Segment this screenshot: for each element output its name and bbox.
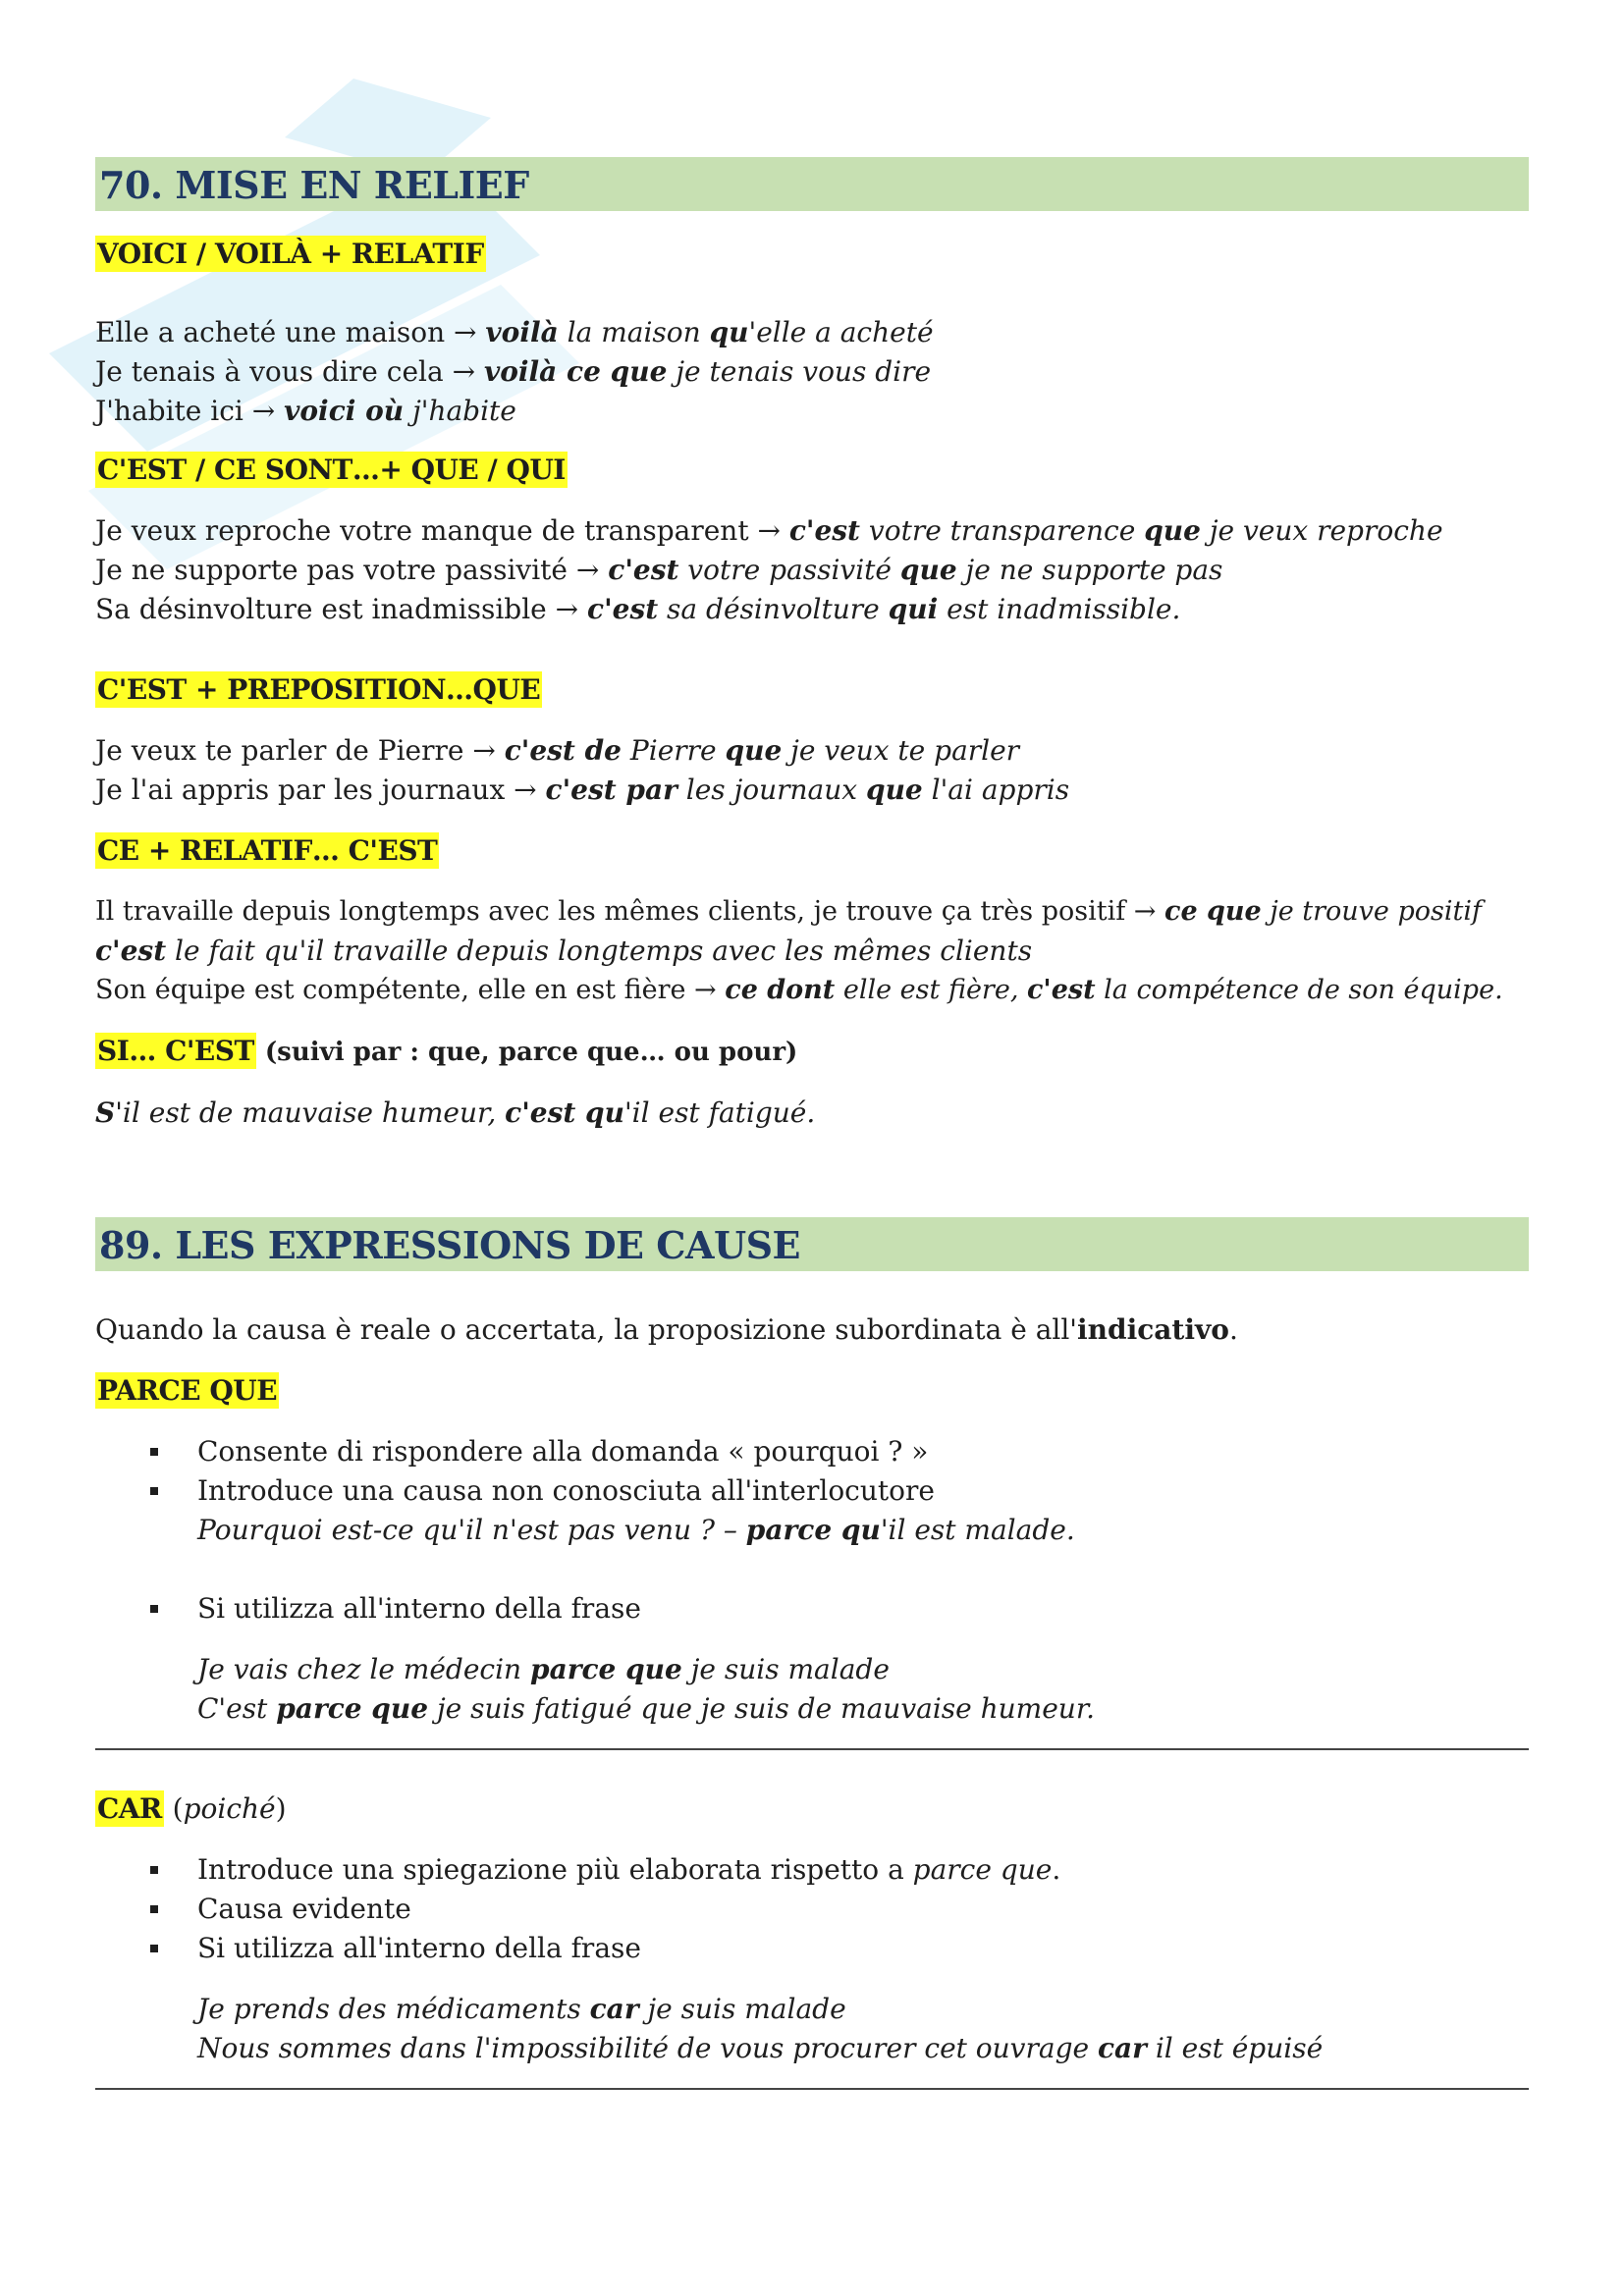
example-line: J'habite ici → voici où j'habite	[95, 395, 516, 427]
list-item: Causa evidente	[95, 1890, 1529, 1929]
list-item: Introduce una spiegazione più elaborata rispetto a parce que.	[95, 1850, 1529, 1890]
subheading-cest-preposition: C'EST + PREPOSITION…QUE	[97, 673, 541, 706]
bullet-list	[95, 1589, 1529, 1629]
example-line: Il travaille depuis longtemps avec les mêmes clients, je trouve ça très positif → ce que je trouve positif	[95, 896, 1482, 927]
example-line: Je veux reproche votre manque de transparent → c'est votre transparence que je veux reproche	[95, 514, 1443, 547]
list-item: Si utilizza all'interno della frase	[95, 1929, 1529, 1968]
example-line: C'est parce que je suis fatigué que je suis de mauvaise humeur.	[197, 1692, 1096, 1725]
subheading-voici-voila: VOICI / VOILÀ + RELATIF	[97, 238, 484, 270]
divider	[95, 2088, 1529, 2090]
list-item: Si utilizza all'interno della frase	[95, 1589, 1529, 1629]
example-line: Je tenais à vous dire cela → voilà ce que je tenais vous dire	[95, 355, 932, 388]
section-title-mise-en-relief: 70. MISE EN RELIEF	[95, 157, 1529, 211]
example-line: Je vais chez le médecin parce que je suis malade	[197, 1653, 890, 1685]
bullet-list	[95, 1432, 1529, 1511]
example-line: Je veux te parler de Pierre → c'est de Pierre que je veux te parler	[95, 734, 1020, 767]
example-line: Je l'ai appris par les journaux → c'est par les journaux que l'ai appris	[95, 774, 1070, 806]
example-line: c'est le fait qu'il travaille depuis longtemps avec les mêmes clients	[95, 934, 1033, 967]
example-line: Je prends des médicaments car je suis malade	[197, 1993, 846, 2025]
intro-text: Quando la causa è reale o accertata, la proposizione subordinata è all'indicativo.	[95, 1313, 1238, 1346]
example-line: Pourquoi est-ce qu'il n'est pas venu ? – parce qu'il est malade.	[197, 1514, 1075, 1546]
subheading-ce-relatif: CE + RELATIF… C'EST	[97, 834, 438, 867]
example-line: Je ne supporte pas votre passivité → c'est votre passivité que je ne supporte pas	[95, 554, 1223, 586]
example-line: Elle a acheté une maison → voilà la maison qu'elle a acheté	[95, 316, 934, 348]
example-line: Sa désinvolture est inadmissible → c'est sa désinvolture qui est inadmissible.	[95, 593, 1181, 625]
bullet-list	[95, 1850, 1529, 1968]
list-item: Consente di rispondere alla domanda « pourquoi ? »	[95, 1432, 1529, 1471]
subheading-parce-que: PARCE QUE	[97, 1374, 278, 1407]
list-item: Introduce una causa non conosciuta all'interlocutore	[95, 1471, 1529, 1511]
subheading-si-cest: SI… C'EST (suivi par : que, parce que… ou pour)	[97, 1035, 798, 1067]
subheading-cest-ce-sont: C'EST / CE SONT…+ QUE / QUI	[97, 454, 566, 486]
example-line: Son équipe est compétente, elle en est fière → ce dont elle est fière, c'est la compétence de son équipe.	[95, 975, 1503, 1005]
document-page	[95, 157, 1529, 2090]
subheading-car: CAR (poiché)	[97, 1792, 287, 1825]
example-line: S'il est de mauvaise humeur, c'est qu'il est fatigué.	[95, 1096, 816, 1129]
section-title-expressions-cause: 89. LES EXPRESSIONS DE CAUSE	[95, 1217, 1529, 1271]
example-line: Nous sommes dans l'impossibilité de vous procurer cet ouvrage car il est épuisé	[197, 2032, 1324, 2064]
